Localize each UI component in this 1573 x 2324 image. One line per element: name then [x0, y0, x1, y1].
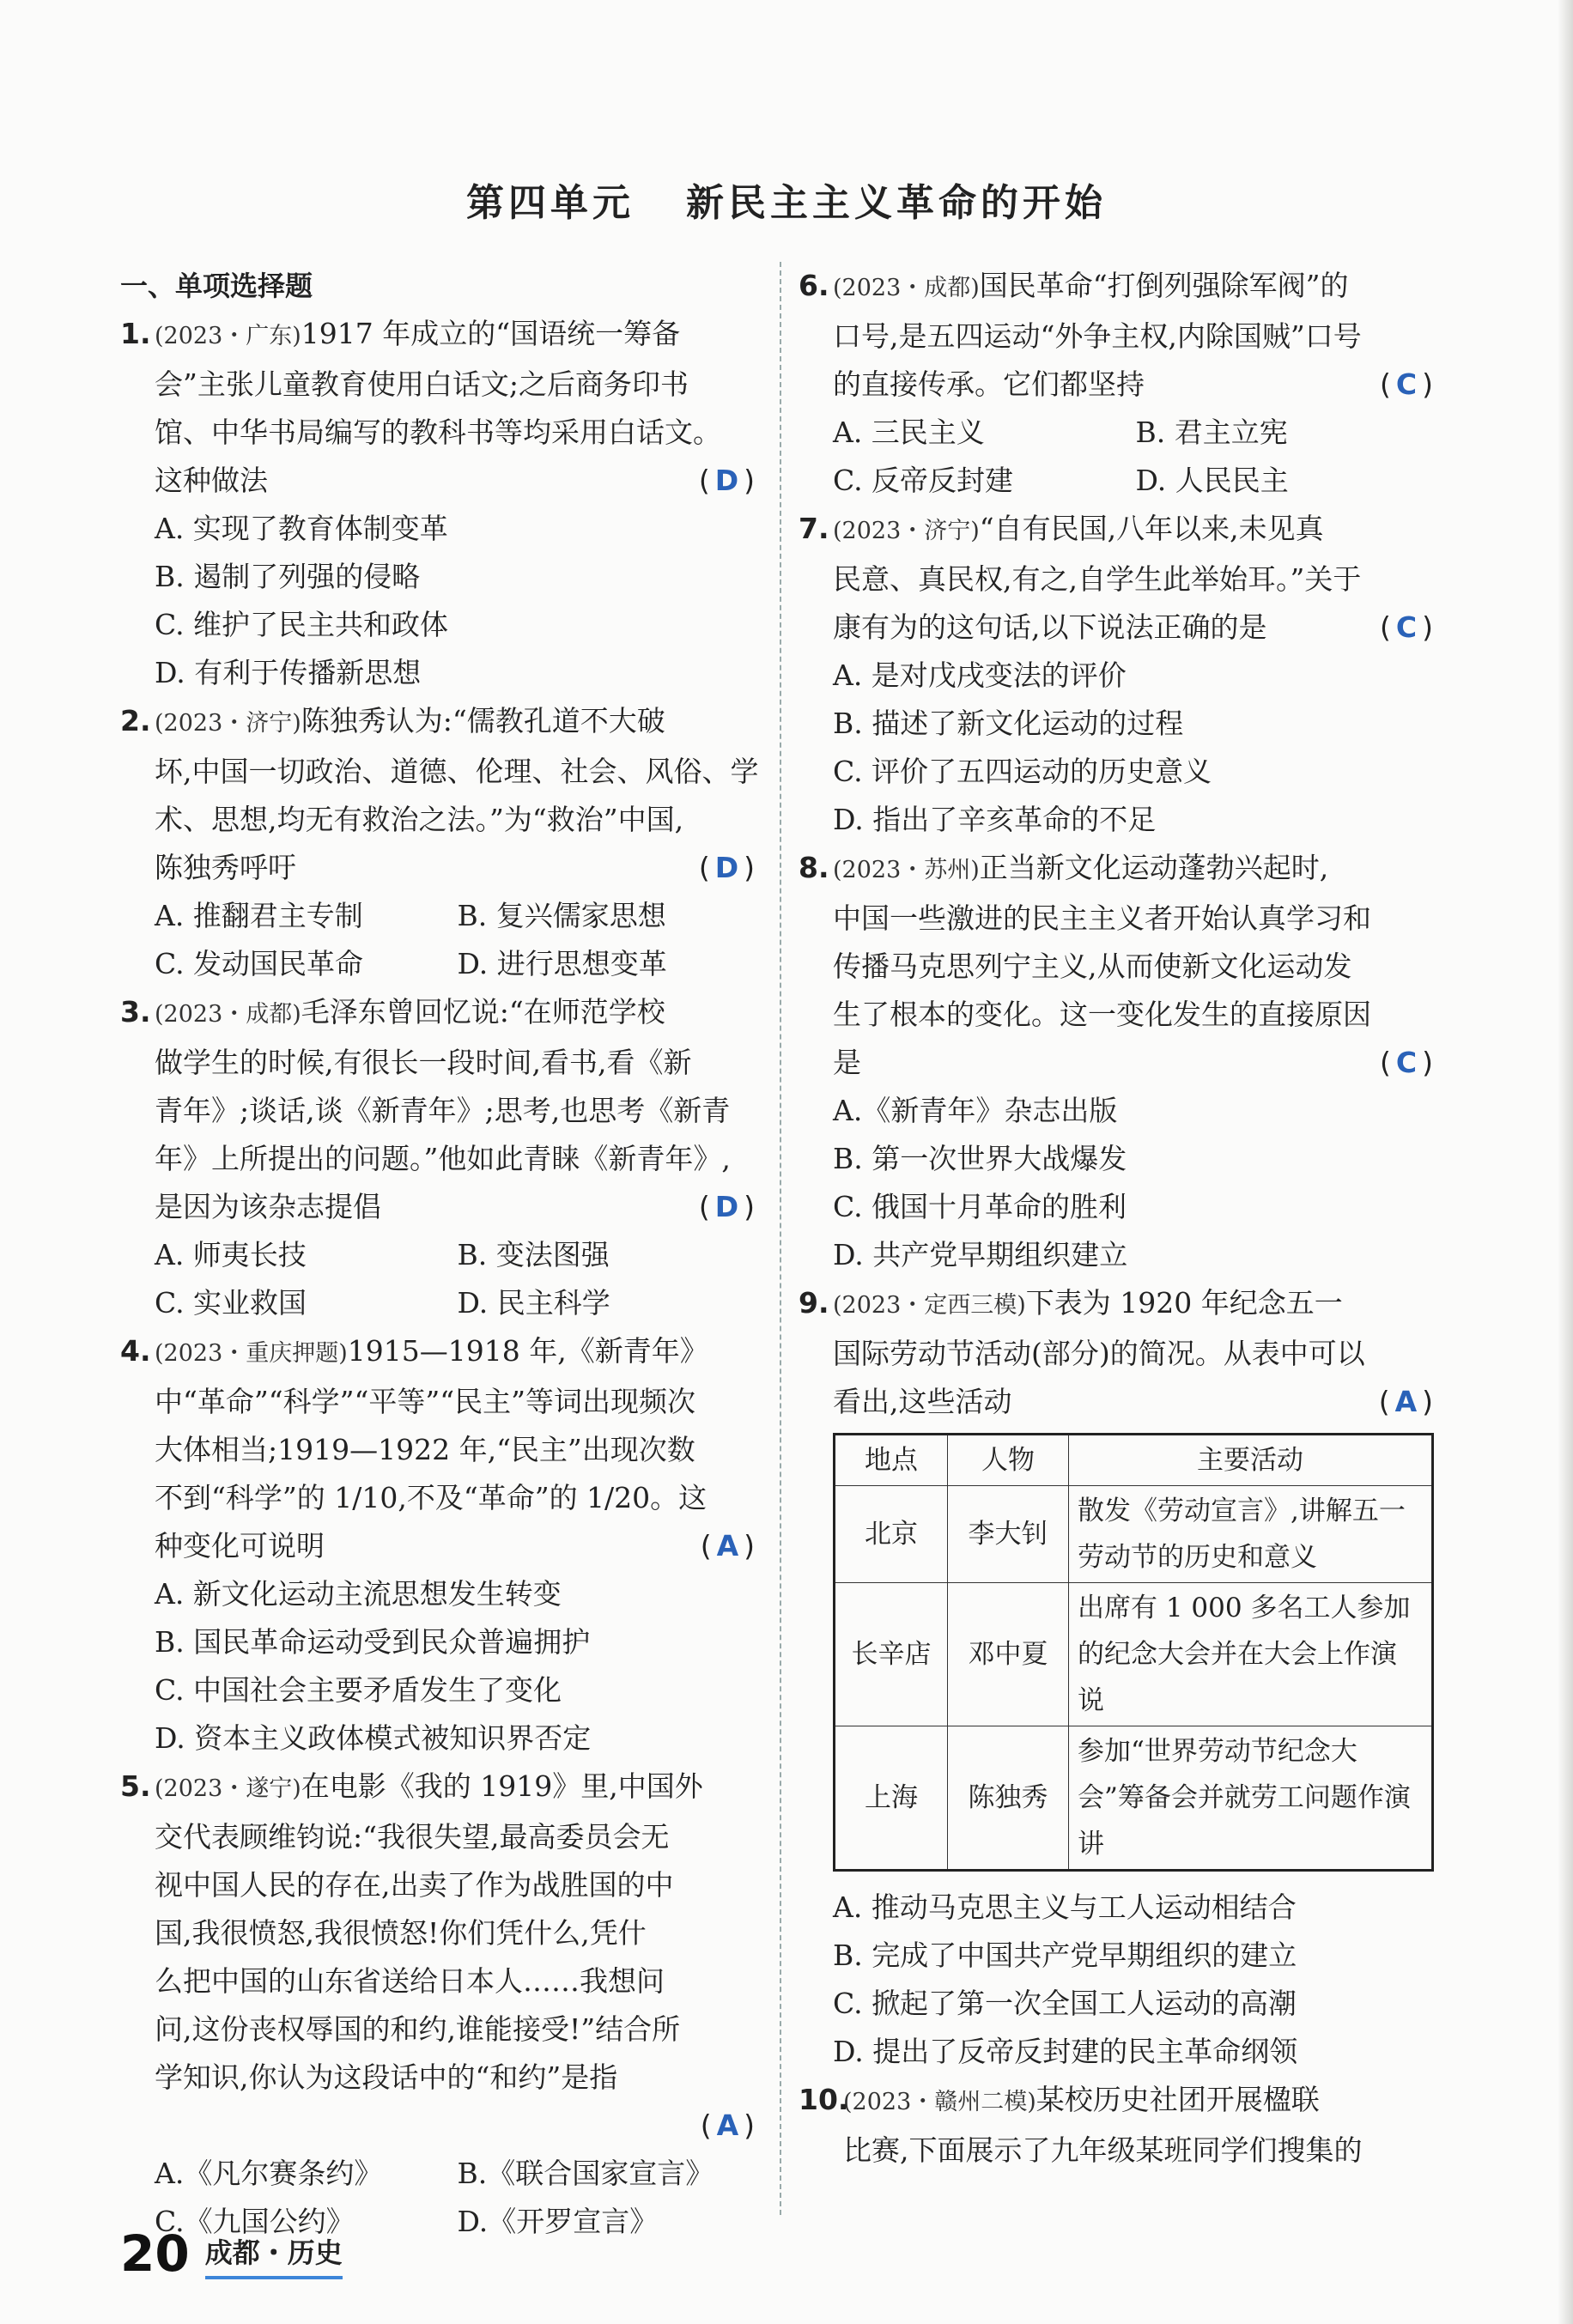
- answer-option-row: [833, 409, 1438, 457]
- question-text: 是: [833, 1046, 861, 1079]
- right-column: [799, 262, 1438, 2175]
- answer-option: B. 国民革命运动受到民众普遍拥护: [155, 1625, 591, 1659]
- question-text: 学知识,你认为这段话中的“和约”是指: [155, 2060, 618, 2094]
- answer-option: C. 维护了民主共和政体: [155, 608, 449, 641]
- question-source: (2023・定西三模): [833, 1292, 1026, 1319]
- bracket-open: (: [1380, 1046, 1396, 1079]
- question-item: [120, 1327, 760, 1763]
- answer-option-row: [833, 457, 1438, 505]
- question-answer-line: [155, 844, 760, 892]
- question-text: 看出,这些活动: [833, 1385, 1012, 1418]
- question-item: [120, 310, 760, 697]
- question-text: 的直接传承。它们都坚持: [833, 367, 1145, 401]
- answer-option: D. 有利于传播新思想: [155, 656, 422, 689]
- question-source: (2023・遂宁): [155, 1775, 301, 1802]
- answer-bracket: [699, 1183, 760, 1231]
- question-stem-line: [833, 505, 1438, 555]
- bracket-close: ): [744, 2109, 760, 2142]
- bracket-close: ): [744, 464, 760, 497]
- bracket-close: ): [744, 1529, 760, 1562]
- bracket-close: ): [1422, 610, 1438, 644]
- table-cell: 散发《劳动宣言》,讲解五一劳动节的历史和意义: [1069, 1486, 1433, 1583]
- question-text: 某校历史社团开展楹联: [1036, 2083, 1320, 2116]
- question-text: 不到“科学”的 1/10,不及“革命”的 1/20。这: [155, 1481, 708, 1514]
- question-stem-line: [155, 361, 760, 409]
- question-text: 视中国人民的存在,出卖了作为战胜国的中: [155, 1868, 674, 1902]
- bracket-open: (: [1380, 367, 1396, 401]
- table-cell: 出席有 1 000 多名工人参加的纪念大会并在大会上作演说: [1069, 1583, 1433, 1726]
- question-stem-line: [155, 409, 760, 457]
- question-text: 国民革命“打倒列强除军阀”的: [979, 269, 1349, 302]
- answer-bracket: [701, 1522, 760, 1570]
- question-number: 3.: [120, 995, 151, 1029]
- question-text: 坏,中国一切政治、道德、伦理、社会、风俗、学: [155, 755, 759, 788]
- answer-bracket: [1380, 1039, 1438, 1087]
- question-stem-line: [843, 2127, 1438, 2175]
- question-source: (2023・济宁): [833, 518, 980, 544]
- question-stem-line: [155, 1474, 760, 1522]
- question-source: (2023・成都): [155, 1001, 301, 1028]
- table-cell: 李大钊: [948, 1486, 1069, 1583]
- answer-option: D. 指出了辛亥革命的不足: [833, 803, 1157, 836]
- question-item: [120, 1763, 760, 2246]
- question-text: 生了根本的变化。这一变化发生的直接原因: [833, 998, 1371, 1031]
- question-answer-line: [155, 1183, 760, 1231]
- question-text: 1915—1918 年,《新青年》: [347, 1334, 708, 1368]
- question-text: 问,这份丧权辱国的和约,谁能接受!”结合所: [155, 2012, 681, 2046]
- question-number: 2.: [120, 704, 151, 737]
- answer-bracket: [1380, 361, 1438, 409]
- question-source: (2023・苏州): [833, 857, 980, 883]
- answer-option: A. 推动马克思主义与工人运动相结合: [833, 1890, 1297, 1924]
- question-source: (2023・济宁): [155, 710, 301, 737]
- question-text: 大体相当;1919—1922 年,“民主”出现次数: [155, 1433, 695, 1466]
- question-text: 是因为该杂志提倡: [155, 1190, 381, 1223]
- left-column: [120, 262, 760, 2246]
- question-stem-line: [833, 1330, 1438, 1378]
- question-text: 国际劳动节活动(部分)的简况。从表中可以: [833, 1337, 1365, 1370]
- answer-option-row: [155, 2150, 760, 2198]
- table-cell: 邓中夏: [948, 1583, 1069, 1726]
- question-stem-line: [843, 2076, 1438, 2127]
- question-stem-line: [155, 1039, 760, 1087]
- answer-letter: A: [1394, 1385, 1423, 1418]
- question-stem-line: [833, 262, 1438, 312]
- answer-option: D. 进行思想变革: [457, 947, 667, 980]
- bracket-open: (: [698, 464, 715, 497]
- question-source: (2023・赣州二模): [843, 2089, 1036, 2115]
- answer-option: B. 第一次世界大战爆发: [833, 1142, 1127, 1175]
- section-heading: 一、单项选择题: [120, 270, 313, 302]
- question-item: [799, 262, 1438, 505]
- question-stem-line: [155, 310, 760, 361]
- question-item: [799, 1279, 1438, 2076]
- question-text: 国,我很愤怒,我很愤怒!你们凭什么,凭什: [155, 1916, 647, 1950]
- question-stem-line: [155, 1426, 760, 1474]
- question-item: [120, 697, 760, 988]
- answer-option: B. 遏制了列强的侵略: [155, 560, 421, 593]
- unit-number: 第四单元: [466, 181, 635, 225]
- table-row: [835, 1486, 1433, 1583]
- answer-letter: D: [714, 464, 744, 497]
- bracket-open: (: [1378, 1385, 1395, 1418]
- answer-letter: C: [1395, 1046, 1423, 1079]
- table-header-row: [835, 1435, 1433, 1486]
- question-stem-line: [833, 895, 1438, 943]
- question-text: 术、思想,均无有救治之法。”为“救治”中国,: [155, 803, 684, 836]
- question-stem-line: [155, 1763, 760, 1813]
- question-text: 比赛,下面展示了九年级某班同学们搜集的: [843, 2133, 1363, 2167]
- question-stem-line: [155, 988, 760, 1039]
- question-text: 这种做法: [155, 464, 268, 497]
- question-text: 下表为 1920 年纪念五一: [1025, 1286, 1343, 1320]
- question-stem-line: [155, 748, 760, 796]
- answer-option: D. 资本主义政体模式被知识界否定: [155, 1721, 592, 1755]
- question-text: “自有民国,八年以来,未见真: [979, 512, 1324, 545]
- question-number: 1.: [120, 317, 151, 350]
- table-cell: 上海: [835, 1726, 948, 1871]
- question-number: 5.: [120, 1769, 151, 1803]
- question-number: 9.: [799, 1286, 829, 1320]
- answer-option: A. 推翻君主专制: [155, 899, 363, 932]
- question-text: 交代表顾维钧说:“我很失望,最高委员会无: [155, 1820, 670, 1854]
- question-text: 年》上所提出的问题。”他如此青睐《新青年》,: [155, 1142, 731, 1175]
- question-text: 康有为的这句话,以下说法正确的是: [833, 610, 1267, 644]
- answer-option: C. 实业救国: [155, 1286, 307, 1320]
- answer-option: C. 掀起了第一次全国工人运动的高潮: [833, 1987, 1297, 2020]
- question-number: 10.: [799, 2083, 849, 2116]
- question-stem-line: [833, 943, 1438, 991]
- answer-option-row: [155, 1231, 760, 1279]
- answer-option-row: [155, 940, 760, 988]
- answer-option: B. 君主立宪: [1135, 416, 1288, 449]
- question-stem-line: [155, 1327, 760, 1378]
- answer-option: C.《九国公约》: [155, 2205, 355, 2238]
- table-cell: 参加“世界劳动节纪念大会”筹备会并就劳工问题作演讲: [1069, 1726, 1433, 1871]
- table-row: [835, 1726, 1433, 1871]
- question-stem-line: [155, 1957, 760, 2005]
- question-item: [799, 844, 1438, 1279]
- bracket-open: (: [698, 851, 715, 884]
- answer-option: B. 完成了中国共产党早期组织的建立: [833, 1939, 1297, 1972]
- answer-bracket: [1379, 1378, 1438, 1426]
- question-text: 么把中国的山东省送给日本人……我想问: [155, 1964, 665, 1998]
- question-text: 会”主张儿童教育使用白话文;之后商务印书: [155, 367, 689, 401]
- answer-letter: C: [1395, 367, 1423, 401]
- answer-option-row: [155, 892, 760, 940]
- bracket-close: ): [1422, 367, 1438, 401]
- answer-option: A. 是对戊戌变法的评价: [833, 658, 1127, 692]
- question-text: 正当新文化运动蓬勃兴起时,: [979, 851, 1329, 884]
- bracket-open: (: [1380, 610, 1396, 644]
- question-answer-line: [155, 2102, 760, 2150]
- question-answer-line: [833, 1378, 1438, 1426]
- answer-bracket: [1380, 604, 1438, 652]
- question-text: 民意、真民权,有之,自学生此举始耳。”关于: [833, 562, 1362, 596]
- answer-option: D. 人民民主: [1135, 464, 1289, 497]
- column-divider: [780, 262, 781, 2215]
- question-text: 种变化可说明: [155, 1529, 325, 1562]
- question-text: 做学生的时候,有很长一段时间,看书,看《新: [155, 1046, 692, 1079]
- page-number: 20: [120, 2224, 190, 2283]
- question-stem-line: [833, 844, 1438, 895]
- answer-option: B. 复兴儒家思想: [457, 899, 666, 932]
- question-source: (2023・广东): [155, 323, 301, 349]
- answer-option: D.《开罗宣言》: [457, 2205, 659, 2238]
- answer-letter: D: [714, 1190, 744, 1223]
- bracket-close: ): [1422, 1046, 1438, 1079]
- question-stem-line: [833, 555, 1438, 604]
- unit-name: 新民主主义革命的开始: [686, 181, 1107, 225]
- table-row: [835, 1583, 1433, 1726]
- question-stem-line: [155, 1087, 760, 1135]
- answer-bracket: [701, 2102, 760, 2150]
- question-text: 1917 年成立的“国语统一筹备: [301, 317, 681, 350]
- book-title: 成都・历史: [205, 2231, 343, 2279]
- answer-letter: A: [716, 1529, 744, 1562]
- question-item: [799, 2076, 1438, 2175]
- answer-option: C. 发动国民革命: [155, 947, 364, 980]
- answer-option: C. 评价了五四运动的历史意义: [833, 755, 1212, 788]
- question-number: 4.: [120, 1334, 151, 1368]
- question-source: (2023・成都): [833, 275, 980, 301]
- answer-bracket: [699, 457, 760, 505]
- bracket-close: ): [1422, 1385, 1438, 1418]
- answer-option: C. 中国社会主要矛盾发生了变化: [155, 1673, 562, 1707]
- question-item: [799, 505, 1438, 844]
- table-cell: 长辛店: [835, 1583, 948, 1726]
- question-text: 陈独秀认为:“儒教孔道不大破: [301, 704, 665, 737]
- question-stem-line: [155, 2054, 760, 2102]
- question-stem-line: [155, 1861, 760, 1909]
- question-stem-line: [155, 1378, 760, 1426]
- question-source: (2023・重庆押题): [155, 1340, 348, 1367]
- bracket-open: (: [700, 2109, 717, 2142]
- activity-table: [833, 1433, 1434, 1872]
- answer-option: A. 新文化运动主流思想发生转变: [155, 1577, 562, 1611]
- answer-option: A. 三民主义: [833, 416, 985, 449]
- bracket-close: ): [744, 851, 760, 884]
- question-answer-line: [833, 1039, 1438, 1087]
- question-stem-line: [155, 1909, 760, 1957]
- question-item: [120, 988, 760, 1327]
- table-cell: 陈独秀: [948, 1726, 1069, 1871]
- table-header: 地点: [835, 1435, 948, 1486]
- question-stem-line: [155, 2005, 760, 2054]
- question-stem-line: [155, 1135, 760, 1183]
- table-header: 人物: [948, 1435, 1069, 1486]
- answer-option: D. 提出了反帝反封建的民主革命纲领: [833, 2035, 1298, 2068]
- answer-option: B.《联合国家宣言》: [457, 2157, 714, 2190]
- answer-bracket: [699, 844, 760, 892]
- question-stem-line: [833, 312, 1438, 361]
- answer-option: A. 师夷长技: [155, 1238, 307, 1271]
- answer-option: A.《凡尔赛条约》: [155, 2157, 383, 2190]
- question-number: 7.: [799, 512, 829, 545]
- question-number: 6.: [799, 269, 829, 302]
- question-number: 8.: [799, 851, 829, 884]
- answer-option-row: [155, 1279, 760, 1327]
- answer-option: B. 变法图强: [457, 1238, 610, 1271]
- question-stem-line: [155, 697, 760, 748]
- answer-option: C. 反帝反封建: [833, 464, 1014, 497]
- bracket-open: (: [700, 1529, 717, 1562]
- question-text: 馆、中华书局编写的教科书等均采用白话文。: [155, 416, 721, 449]
- question-text: 青年》;谈话,谈《新青年》;思考,也思考《新青: [155, 1094, 731, 1127]
- question-text: 口号,是五四运动“外争主权,内除国贼”口号: [833, 319, 1362, 353]
- question-text: 传播马克思列宁主义,从而使新文化运动发: [833, 950, 1352, 983]
- answer-option: D. 共产党早期组织建立: [833, 1238, 1128, 1271]
- answer-option: D. 民主科学: [457, 1286, 610, 1320]
- bracket-open: (: [698, 1190, 715, 1223]
- table-cell: 北京: [835, 1486, 948, 1583]
- table-header: 主要活动: [1069, 1435, 1433, 1486]
- question-stem-line: [155, 796, 760, 844]
- bracket-close: ): [744, 1190, 760, 1223]
- answer-option: A. 实现了教育体制变革: [155, 512, 448, 545]
- question-text: 毛泽东曾回忆说:“在师范学校: [301, 995, 665, 1029]
- answer-letter: A: [716, 2109, 744, 2142]
- question-stem-line: [833, 1279, 1438, 1330]
- answer-option: B. 描述了新文化运动的过程: [833, 707, 1184, 740]
- question-text: 中“革命”“科学”“平等”“民主”等词出现频次: [155, 1385, 695, 1418]
- question-answer-line: [155, 457, 760, 505]
- question-answer-line: [155, 1522, 760, 1570]
- answer-letter: C: [1395, 610, 1423, 644]
- question-text: 陈独秀呼吁: [155, 851, 296, 884]
- question-text: 中国一些激进的民主主义者开始认真学习和: [833, 901, 1371, 935]
- question-stem-line: [155, 1813, 760, 1861]
- question-answer-line: [833, 604, 1438, 652]
- answer-option: C. 俄国十月革命的胜利: [833, 1190, 1127, 1223]
- page-edge-shadow: [1558, 0, 1573, 2324]
- question-stem-line: [833, 991, 1438, 1039]
- question-text: 在电影《我的 1919》里,中国外: [301, 1769, 703, 1803]
- unit-title: [0, 172, 1573, 227]
- answer-option: A.《新青年》杂志出版: [833, 1094, 1118, 1127]
- page-footer: [120, 2224, 343, 2283]
- answer-letter: D: [714, 851, 744, 884]
- question-answer-line: [833, 361, 1438, 409]
